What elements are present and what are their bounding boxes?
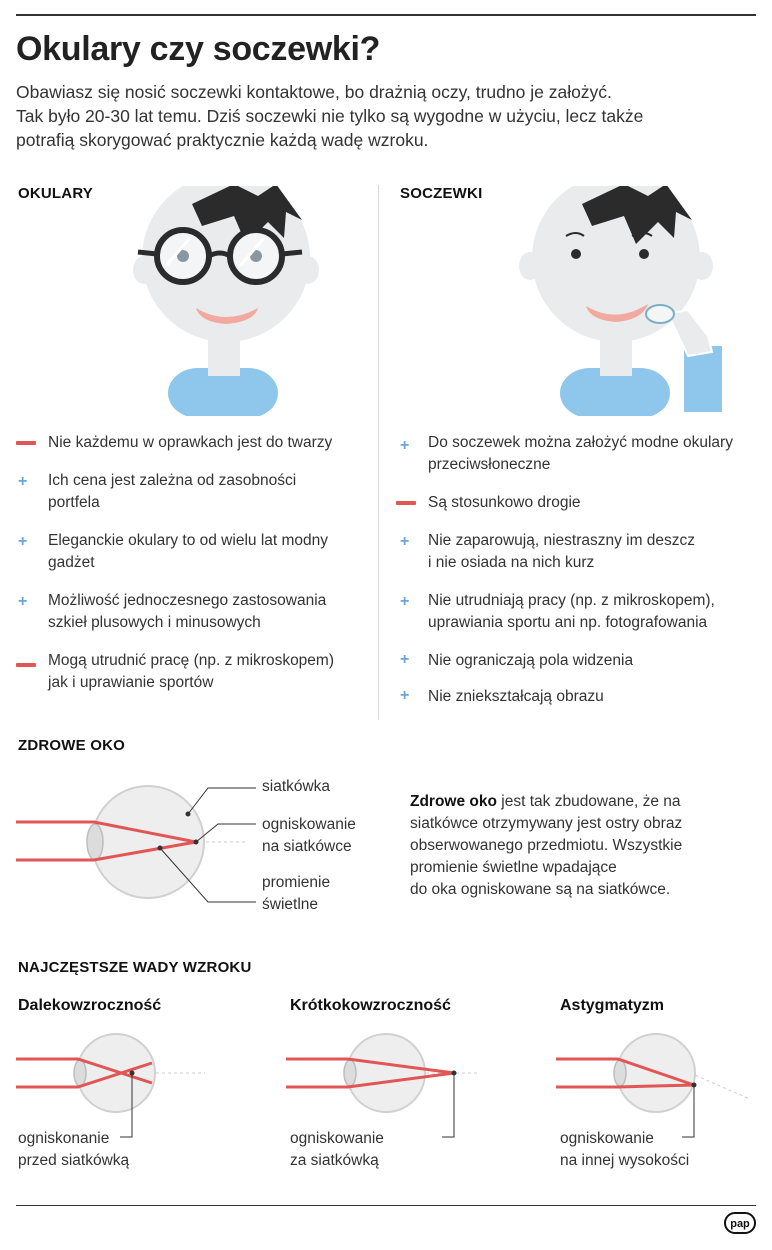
list-item: Nie każdemu w oprawkach jest do twarzy	[48, 434, 333, 451]
lenses-heading: SOCZEWKI	[400, 185, 483, 202]
intro-line: potrafią skorygować praktycznie każdą wadę wzroku.	[16, 130, 429, 150]
plus-icon	[398, 438, 420, 460]
list-item: Eleganckie okulary to od wielu lat modny gadżet	[48, 532, 329, 571]
top-rule	[16, 14, 756, 16]
list-item: Do soczewek można założyć modne okulary przeciwsłoneczne	[428, 434, 733, 473]
list-item: Nie utrudniają pracy (np. z mikroskopem), uprawiania sportu ani np. fotografowania	[428, 592, 715, 631]
focus-label: ogniskowanie na siatkówce	[262, 816, 356, 855]
list-item: Ich cena jest zależna od zasobności portfela	[48, 472, 297, 511]
eye-lens-shape	[87, 824, 103, 860]
minus-icon	[16, 432, 38, 454]
plus-icon	[16, 594, 38, 616]
list-item: Nie ograniczają pola widzenia	[428, 652, 634, 669]
list-item: Mogą utrudnić pracę (np. z mikroskopem) jak i uprawianie sportów	[48, 652, 335, 691]
healthy-eye-description: Zdrowe oko jest tak zbudowane, że na siatkówce otrzymywany jest ostry obraz obserwowanego przedmiotu. Wszystkie promienie świetlne wpadające do oka ogniskowane są na siatkówce.	[410, 793, 683, 898]
page-title: Okulary czy soczewki?	[16, 30, 381, 68]
list-item: Nie zaparowują, niestraszny im deszcz i nie osiada na nich kurz	[428, 532, 696, 571]
plus-icon	[398, 652, 420, 674]
bottom-rule	[16, 1205, 756, 1206]
face-with-glasses-illustration	[130, 186, 330, 416]
plus-icon	[16, 534, 38, 556]
defect-title-myopia: Krótkokowzroczność	[290, 997, 451, 1014]
astigmatism-diagram	[540, 1025, 770, 1145]
plus-icon	[16, 474, 38, 496]
hyperopia-diagram	[0, 1025, 240, 1145]
intro-line: Obawiasz się nosić soczewki kontaktowe, bo drażnią oczy, trudno je założyć.	[16, 82, 612, 102]
list-item: Nie zniekształcają obrazu	[428, 688, 604, 705]
face-with-contact-lens-illustration	[512, 186, 742, 416]
intro-line: Tak było 20-30 lat temu. Dziś soczewki nie tylko są wygodne w użyciu, lecz także	[16, 106, 644, 126]
list-item: Są stosunkowo drogie	[428, 494, 581, 511]
myopia-diagram	[270, 1025, 510, 1145]
contact-lens-icon	[646, 305, 674, 323]
pap-logo	[724, 1212, 756, 1234]
eye-right	[639, 249, 649, 259]
plus-icon	[398, 594, 420, 616]
retina-label: siatkówka	[262, 778, 331, 795]
minus-icon	[16, 654, 38, 676]
glasses-heading: OKULARY	[18, 185, 94, 202]
logo-text: pap	[730, 1218, 750, 1230]
defects-heading: NAJCZĘSTSZE WADY WZROKU	[18, 959, 252, 976]
eye-left	[571, 249, 581, 259]
eyeball-shape	[92, 786, 204, 898]
neck-shape	[208, 336, 240, 376]
defect-title-hyperopia: Dalekowzroczność	[18, 997, 162, 1014]
plus-icon	[398, 688, 420, 710]
plus-icon	[398, 534, 420, 556]
rays-label: promienie świetlne	[262, 874, 331, 913]
list-item: Możliwość jednoczesnego zastosowania szkieł plusowych i minusowych	[48, 592, 327, 631]
hyperopia-caption: ogniskonanie przed siatkówką	[18, 1130, 130, 1169]
healthy-eye-heading: ZDROWE OKO	[18, 737, 125, 754]
astigmatism-caption: ogniskowanie na innej wysokości	[560, 1130, 690, 1169]
minus-icon	[396, 492, 418, 514]
intro-text	[16, 80, 756, 152]
defect-title-astigmatism: Astygmatyzm	[560, 997, 665, 1014]
hand-shape	[668, 310, 712, 356]
myopia-caption: ogniskowanie za siatkówką	[290, 1130, 384, 1169]
